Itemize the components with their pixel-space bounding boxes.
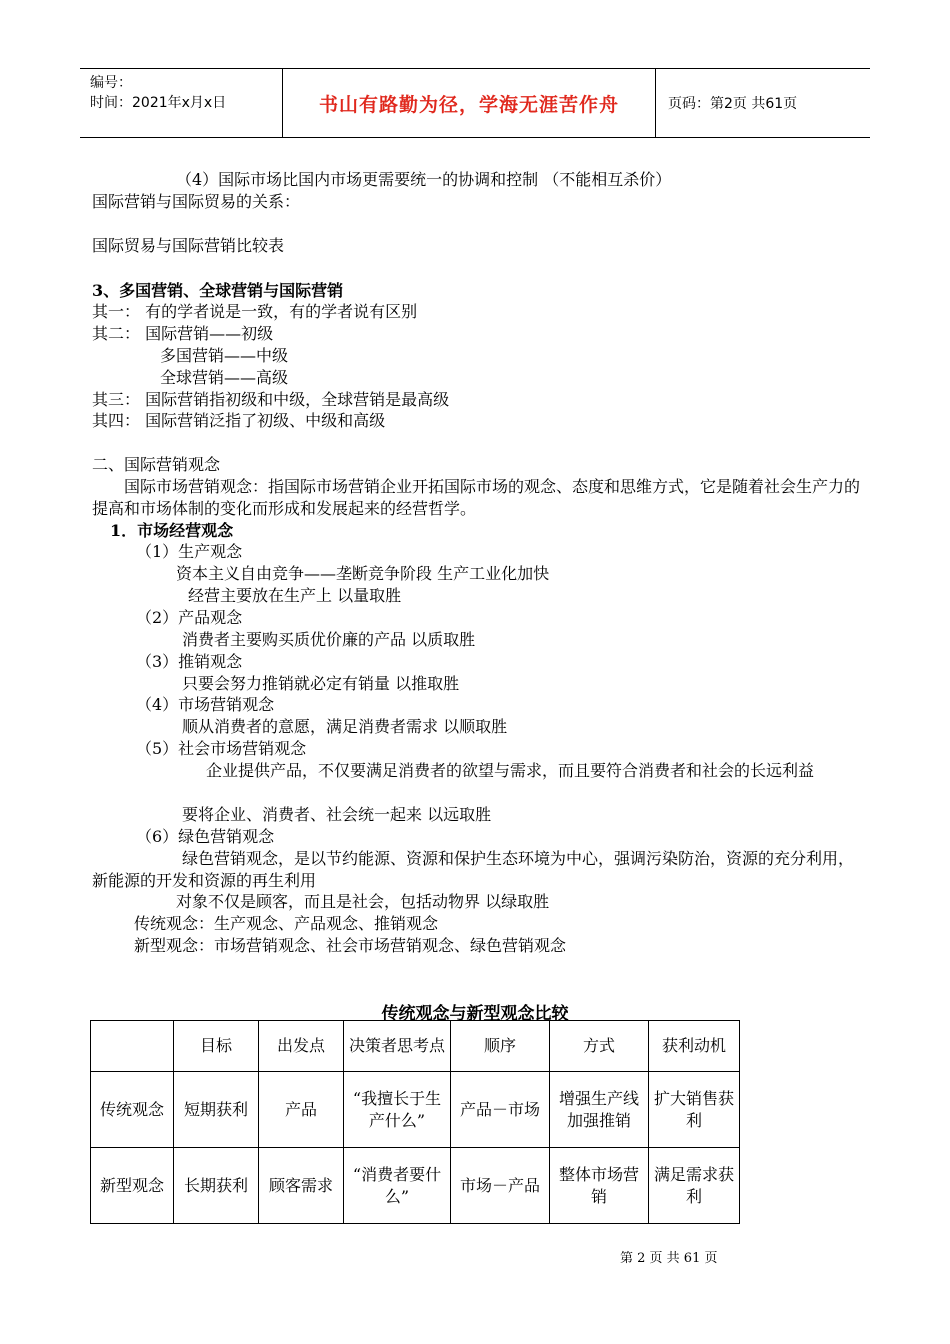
table-header-cell: 方式 — [550, 1021, 649, 1072]
table-cell: “消费者要什么” — [344, 1148, 451, 1224]
text-line: 其二： 国际营销——初级 — [92, 324, 274, 343]
table-cell: 增强生产线加强推销 — [550, 1072, 649, 1148]
table-header-cell: 出发点 — [259, 1021, 344, 1072]
text-line: 资本主义自由竞争——垄断竞争阶段 生产工业化加快 — [176, 564, 550, 583]
text-line: 多国营销——中级 — [160, 346, 289, 365]
text-line: 对象不仅是顾客，而且是社会，包括动物界 以绿取胜 — [176, 892, 550, 911]
text-line: 要将企业、消费者、社会统一起来 以远取胜 — [182, 805, 492, 824]
document-number-label: 编号： — [90, 75, 132, 91]
table-header-cell: 决策者思考点 — [344, 1021, 451, 1072]
text-line: （3）推销观念 — [136, 652, 243, 671]
text-line: 消费者主要购买质优价廉的产品 以质取胜 — [182, 630, 476, 649]
paragraph: 国际市场营销观念：指国际市场营销企业开拓国际市场的观念、态度和思维方式，它是随着社会生产力的提高和市场体制的变化而形成和发展起来的经营哲学。 — [92, 477, 861, 518]
comparison-table — [90, 1020, 740, 1224]
text-line: 其一： 有的学者说是一致，有的学者说有区别 — [92, 302, 418, 321]
table-cell: 整体市场营 销 — [550, 1148, 649, 1224]
table-header-cell: 目标 — [174, 1021, 259, 1072]
text-line: 其四： 国际营销泛指了初级、中级和高级 — [92, 411, 386, 430]
table-cell: 扩大销售获利 — [649, 1072, 740, 1148]
table-cell: 产品 — [259, 1072, 344, 1148]
table-row — [91, 1072, 740, 1148]
section-heading: 二、国际营销观念 — [92, 455, 221, 474]
text-line: （2）产品观念 — [136, 608, 243, 627]
table-row — [91, 1148, 740, 1224]
text-line: 其三： 国际营销指初级和中级，全球营销是最高级 — [92, 390, 450, 409]
text-line: （4）市场营销观念 — [136, 695, 275, 714]
text-line: （6）绿色营销观念 — [136, 827, 275, 846]
page-footer: 第 2 页 共 61 页 — [620, 1251, 718, 1266]
paragraph: 绿色营销观念，是以节约能源、资源和保护生态环境为中心，强调污染防治，资源的充分利用，新能源的开发和资源的再生利用 — [92, 849, 855, 890]
table-header-cell: 获利动机 — [649, 1021, 740, 1072]
header-page-info: 页码：第2页 共61页 — [668, 96, 798, 112]
table-caption: 传统观念与新型观念比较 — [381, 1004, 569, 1024]
table-cell: 短期获利 — [174, 1072, 259, 1148]
header-meta — [80, 69, 282, 137]
table-cell: 市场－产品 — [451, 1148, 550, 1224]
text-line: 新型观念：市场营销观念、社会市场营销观念、绿色营销观念 — [134, 936, 567, 955]
document-time-label: 时间：2021年x月x日 — [90, 95, 227, 111]
subsection-heading: 1．市场经营观念 — [110, 521, 234, 540]
table-cell: 传统观念 — [91, 1072, 174, 1148]
table-cell: 产品－市场 — [451, 1072, 550, 1148]
text-line: 传统观念：生产观念、产品观念、推销观念 — [134, 914, 439, 933]
text-line: 经营主要放在生产上 以量取胜 — [188, 586, 402, 605]
text-line: 顺从消费者的意愿，满足消费者需求 以顺取胜 — [182, 717, 508, 736]
text-line: （5）社会市场营销观念 — [136, 739, 307, 758]
table-header-row — [91, 1021, 740, 1072]
table-cell: 顾客需求 — [259, 1148, 344, 1224]
text-line: （1）生产观念 — [136, 542, 243, 561]
table-header-cell — [91, 1021, 174, 1072]
paragraph: 企业提供产品，不仅要满足消费者的欲望与需求，而且要符合消费者和社会的长远利益 — [206, 761, 815, 780]
table-cell: 满足需求获利 — [649, 1148, 740, 1224]
text-line: 国际营销与国际贸易的关系： — [92, 192, 301, 211]
text-line: （4）国际市场比国内市场更需要统一的协调和控制 （不能相互杀价） — [176, 170, 672, 189]
table-cell: “我擅长于生产什么” — [344, 1072, 451, 1148]
text-line: 国际贸易与国际营销比较表 — [92, 236, 285, 255]
table-header-cell: 顺序 — [451, 1021, 550, 1072]
page-header — [80, 68, 870, 138]
section-heading: 3、多国营销、全球营销与国际营销 — [92, 281, 344, 300]
table-cell: 新型观念 — [91, 1148, 174, 1224]
text-line: 全球营销——高级 — [160, 368, 289, 387]
table-cell: 长期获利 — [174, 1148, 259, 1224]
header-motto: 书山有路勤为径，学海无涯苦作舟 — [282, 69, 656, 137]
text-line: 只要会努力推销就必定有销量 以推取胜 — [182, 674, 460, 693]
